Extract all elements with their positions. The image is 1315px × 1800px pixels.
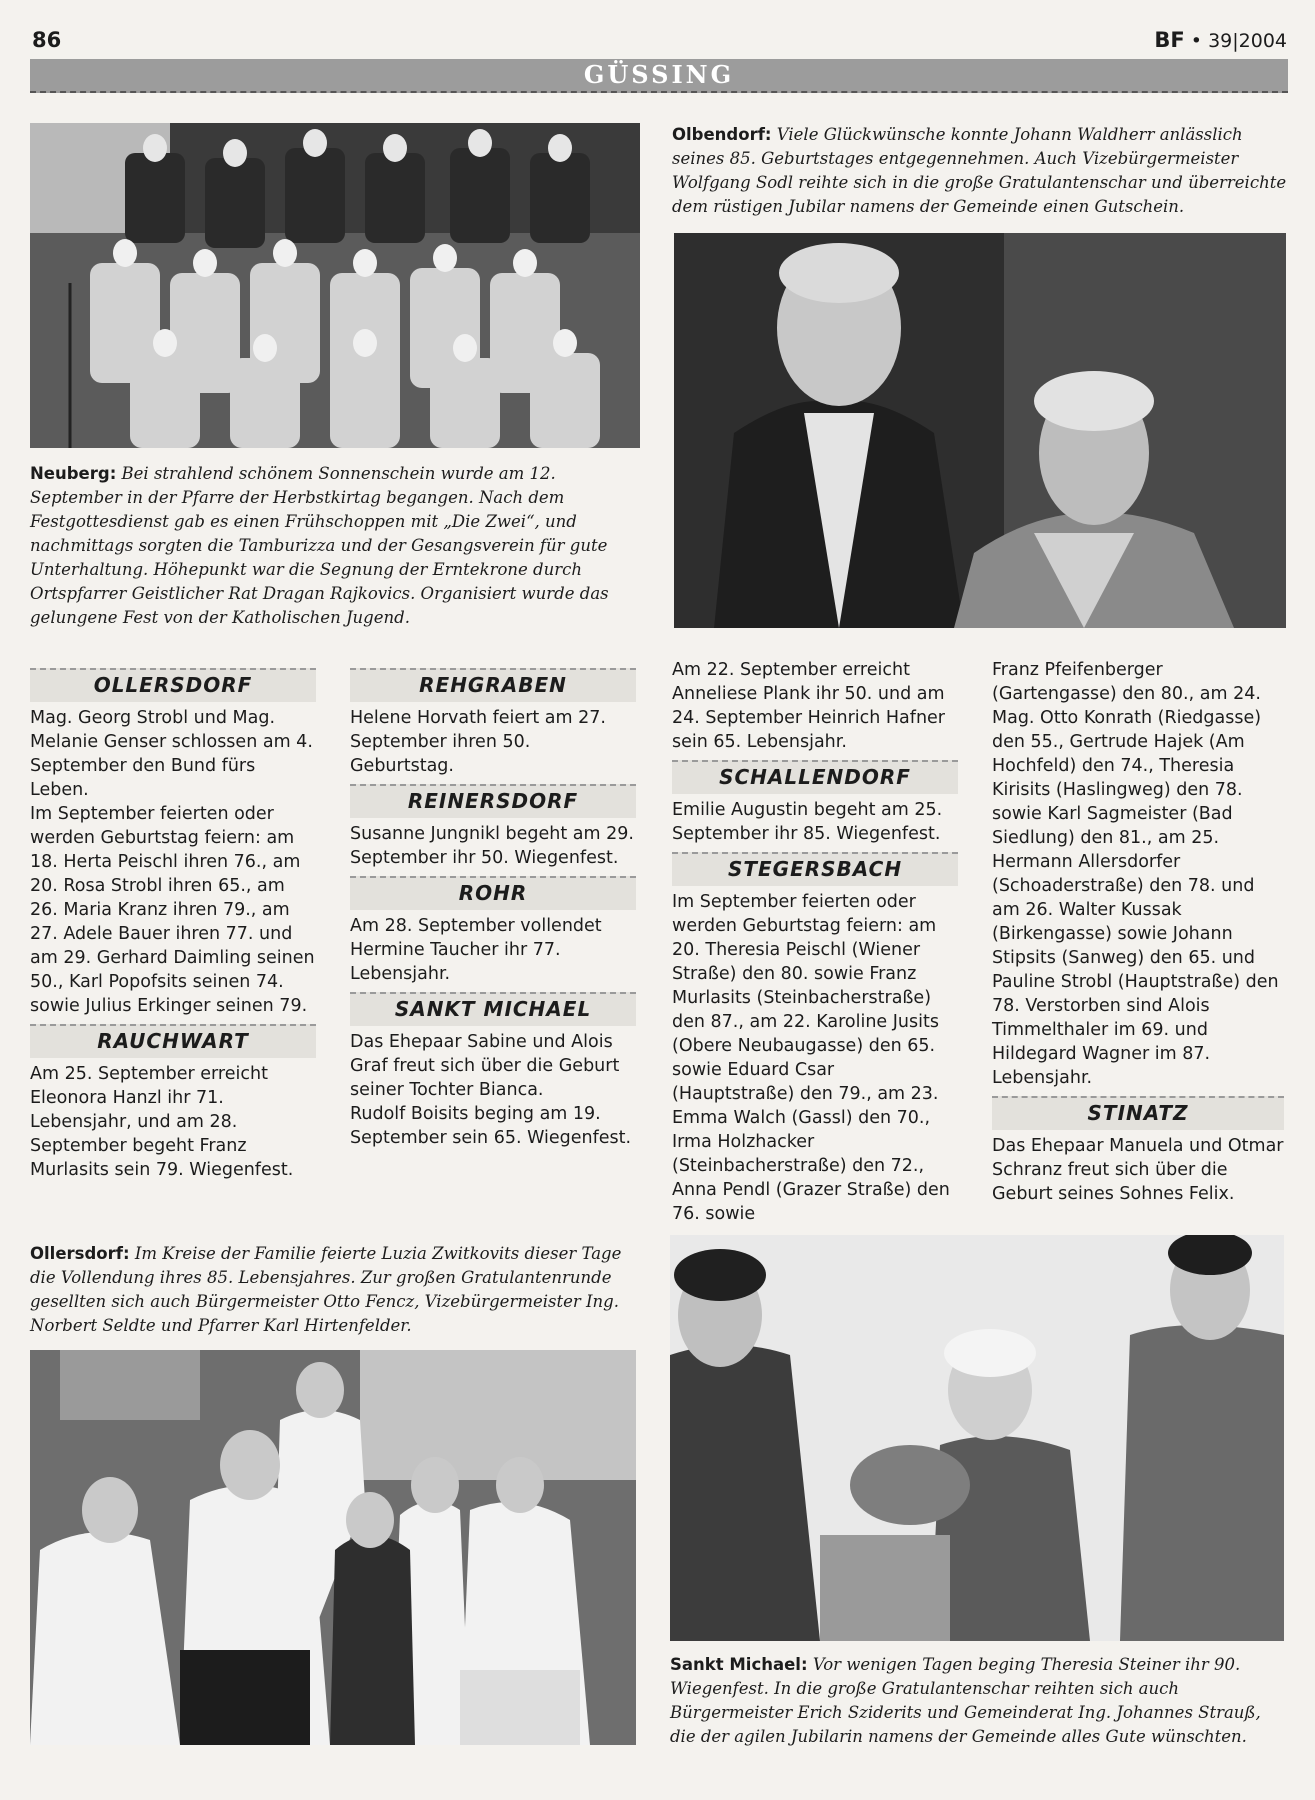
stinatz-text: Das Ehepaar Manuela und Otmar Schranz freut sich über die Geburt seines Sohnes Felix.	[992, 1136, 1284, 1204]
section-title: GÜSSING	[583, 60, 735, 89]
sankt-michael-caption	[670, 1653, 1286, 1749]
section-heading-rohr: ROHR	[350, 876, 636, 910]
schallendorf-text: Emilie Augustin begeht am 25. September ihr 85. Wiegenfest.	[672, 800, 943, 844]
issue-info	[1154, 28, 1287, 52]
caption-place: Olbendorf:	[672, 125, 772, 144]
olbendorf-caption	[672, 123, 1288, 219]
caption-text: Bei strahlend schönem Sonnenschein wurde am 12. September in der Pfarre der Herbstkirtag begangen. Nach dem Festgottesdienst gab es einen Frühschoppen mit „Die Zwei“, und nachmittags sorgten die Tamburizza und der Gesangsverein für gute Unterhaltung. Höhepunkt war die Segnung der Erntekrone durch Ortspfarrer Geistlicher Rat Dragan Rajkovics. Organisiert wurde das gelungene Fest von der Katholischen Jugend.	[30, 464, 609, 627]
section-heading-sankt-michael: SANKT MICHAEL	[350, 992, 636, 1026]
section-heading-stegersbach: STEGERSBACH	[672, 852, 958, 886]
issue-number: 39|2004	[1208, 30, 1287, 52]
sankt-michael-text: Das Ehepaar Sabine und Alois Graf freut sich über die Geburt seiner Tochter Bianca.	[350, 1032, 620, 1100]
ollersdorf-birthdays: Im September feierten oder werden Geburtstag feiern: am 18. Herta Peischl ihren 76., am 20. Rosa Strobl ihren 65., am 26. Maria Kranz ihren 79., am 27. Adele Bauer ihren 77. und am 29. Gerhard Daimling seinen 50., Karl Popofsits seinen 74. sowie Julius Erkinger seinen 79.	[30, 804, 315, 1016]
neuberg-caption	[30, 462, 642, 630]
column-3	[672, 658, 958, 1226]
caption-text: Vor wenigen Tagen beging Theresia Steiner ihr 90. Wiegenfest. In die große Gratulantenschar reihten sich auch Bürgermeister Erich Sziderits und Gemeinderat Ing. Johannes Strauß, die der agilen Jubilarin namens der Gemeinde alles Gute wünschten.	[670, 1655, 1261, 1746]
column-4	[992, 658, 1284, 1206]
ollersdorf-caption	[30, 1242, 630, 1338]
caption-text: Im Kreise der Familie feierte Luzia Zwitkovits dieser Tage die Vollendung ihres 85. Lebensjahres. Zur großen Gratulantenrunde gesellten sich auch Bürgermeister Otto Fencz, Vizebürgermeister Ing. Norbert Seldte und Pfarrer Karl Hirtenfelder.	[30, 1244, 622, 1335]
section-banner	[30, 59, 1288, 93]
caption-place: Sankt Michael:	[670, 1655, 808, 1674]
stegersbach-text: Im September feierten oder werden Geburtstag feiern: am 20. Theresia Peischl (Wiener Straße) den 80. sowie Franz Murlasits (Steinbacherstraße) den 87., am 22. Karoline Jusits (Obere Neubaugasse) den 65. sowie Eduard Csar (Hauptstraße) den 79., am 23. Emma Walch (Gassl) den 70., Irma Holzhacker (Steinbacherstraße) den 72., Anna Pendl (Grazer Straße) den 76. sowie	[672, 892, 950, 1224]
rehgraben-text: Helene Horvath feiert am 27. September ihren 50. Geburtstag.	[350, 708, 606, 776]
section-heading-reinersdorf: REINERSDORF	[350, 784, 636, 818]
sankt-michael-text-2: Rudolf Boisits beging am 19. September sein 65. Wiegenfest.	[350, 1104, 632, 1148]
caption-text: Viele Glückwünsche konnte Johann Waldherr anlässlich seines 85. Geburtstages entgegennehmen. Auch Vizebürgermeister Wolfgang Sodl reihte sich in die große Gratulantenschar und überreichte dem rüstigen Jubilar namens der Gemeinde einen Gutschein.	[672, 125, 1287, 216]
ollersdorf-text: Mag. Georg Strobl und Mag. Melanie Genser schlossen am 4. September den Bund fürs Leben.	[30, 708, 313, 800]
reinersdorf-text: Susanne Jungnikl begeht am 29. September ihr 50. Wiegenfest.	[350, 824, 634, 868]
jubilarin-photo	[670, 1235, 1284, 1641]
two-men-photo	[674, 233, 1286, 628]
family-group-photo	[30, 1350, 636, 1745]
section-heading-ollersdorf: OLLERSDORF	[30, 668, 316, 702]
section-heading-schallendorf: SCHALLENDORF	[672, 760, 958, 794]
brand-logo: BF	[1154, 28, 1185, 52]
section-heading-rauchwart: RAUCHWART	[30, 1024, 316, 1058]
rohr-text: Am 28. September vollendet Hermine Taucher ihr 77. Lebensjahr.	[350, 916, 602, 984]
col3-intro-text: Am 22. September erreicht Anneliese Plank ihr 50. und am 24. September Heinrich Hafner sein 65. Lebensjahr.	[672, 660, 945, 752]
column-1	[30, 662, 316, 1182]
caption-place: Neuberg:	[30, 464, 117, 483]
col4-cont-text: Franz Pfeifenberger (Gartengasse) den 80., am 24. Mag. Otto Konrath (Riedgasse) den 55., Gertrude Hajek (Am Hochfeld) den 74., Theresia Kirisits (Haslingweg) den 78. sowie Karl Sagmeister (Bad Siedlung) den 81., am 25. Hermann Allersdorfer (Schoaderstraße) den 78. und am 26. Walter Kussak (Birkengasse) sowie Johann Stipsits (Sanweg) den 65. und Pauline Strobl (Hauptstraße) den 78. Verstorben sind Alois Timmelthaler im 69. und Hildegard Wagner im 87. Lebensjahr.	[992, 660, 1279, 1088]
section-heading-stinatz: STINATZ	[992, 1096, 1284, 1130]
page-number: 86	[32, 28, 62, 52]
issue-separator: •	[1190, 30, 1203, 52]
column-2	[350, 662, 636, 1150]
section-heading-rehgraben: REHGRABEN	[350, 668, 636, 702]
rauchwart-text: Am 25. September erreicht Eleonora Hanzl ihr 71. Lebensjahr, und am 28. September begeht Franz Murlasits sein 79. Wiegenfest.	[30, 1064, 294, 1180]
choir-photo	[30, 123, 640, 448]
caption-place: Ollersdorf:	[30, 1244, 130, 1263]
